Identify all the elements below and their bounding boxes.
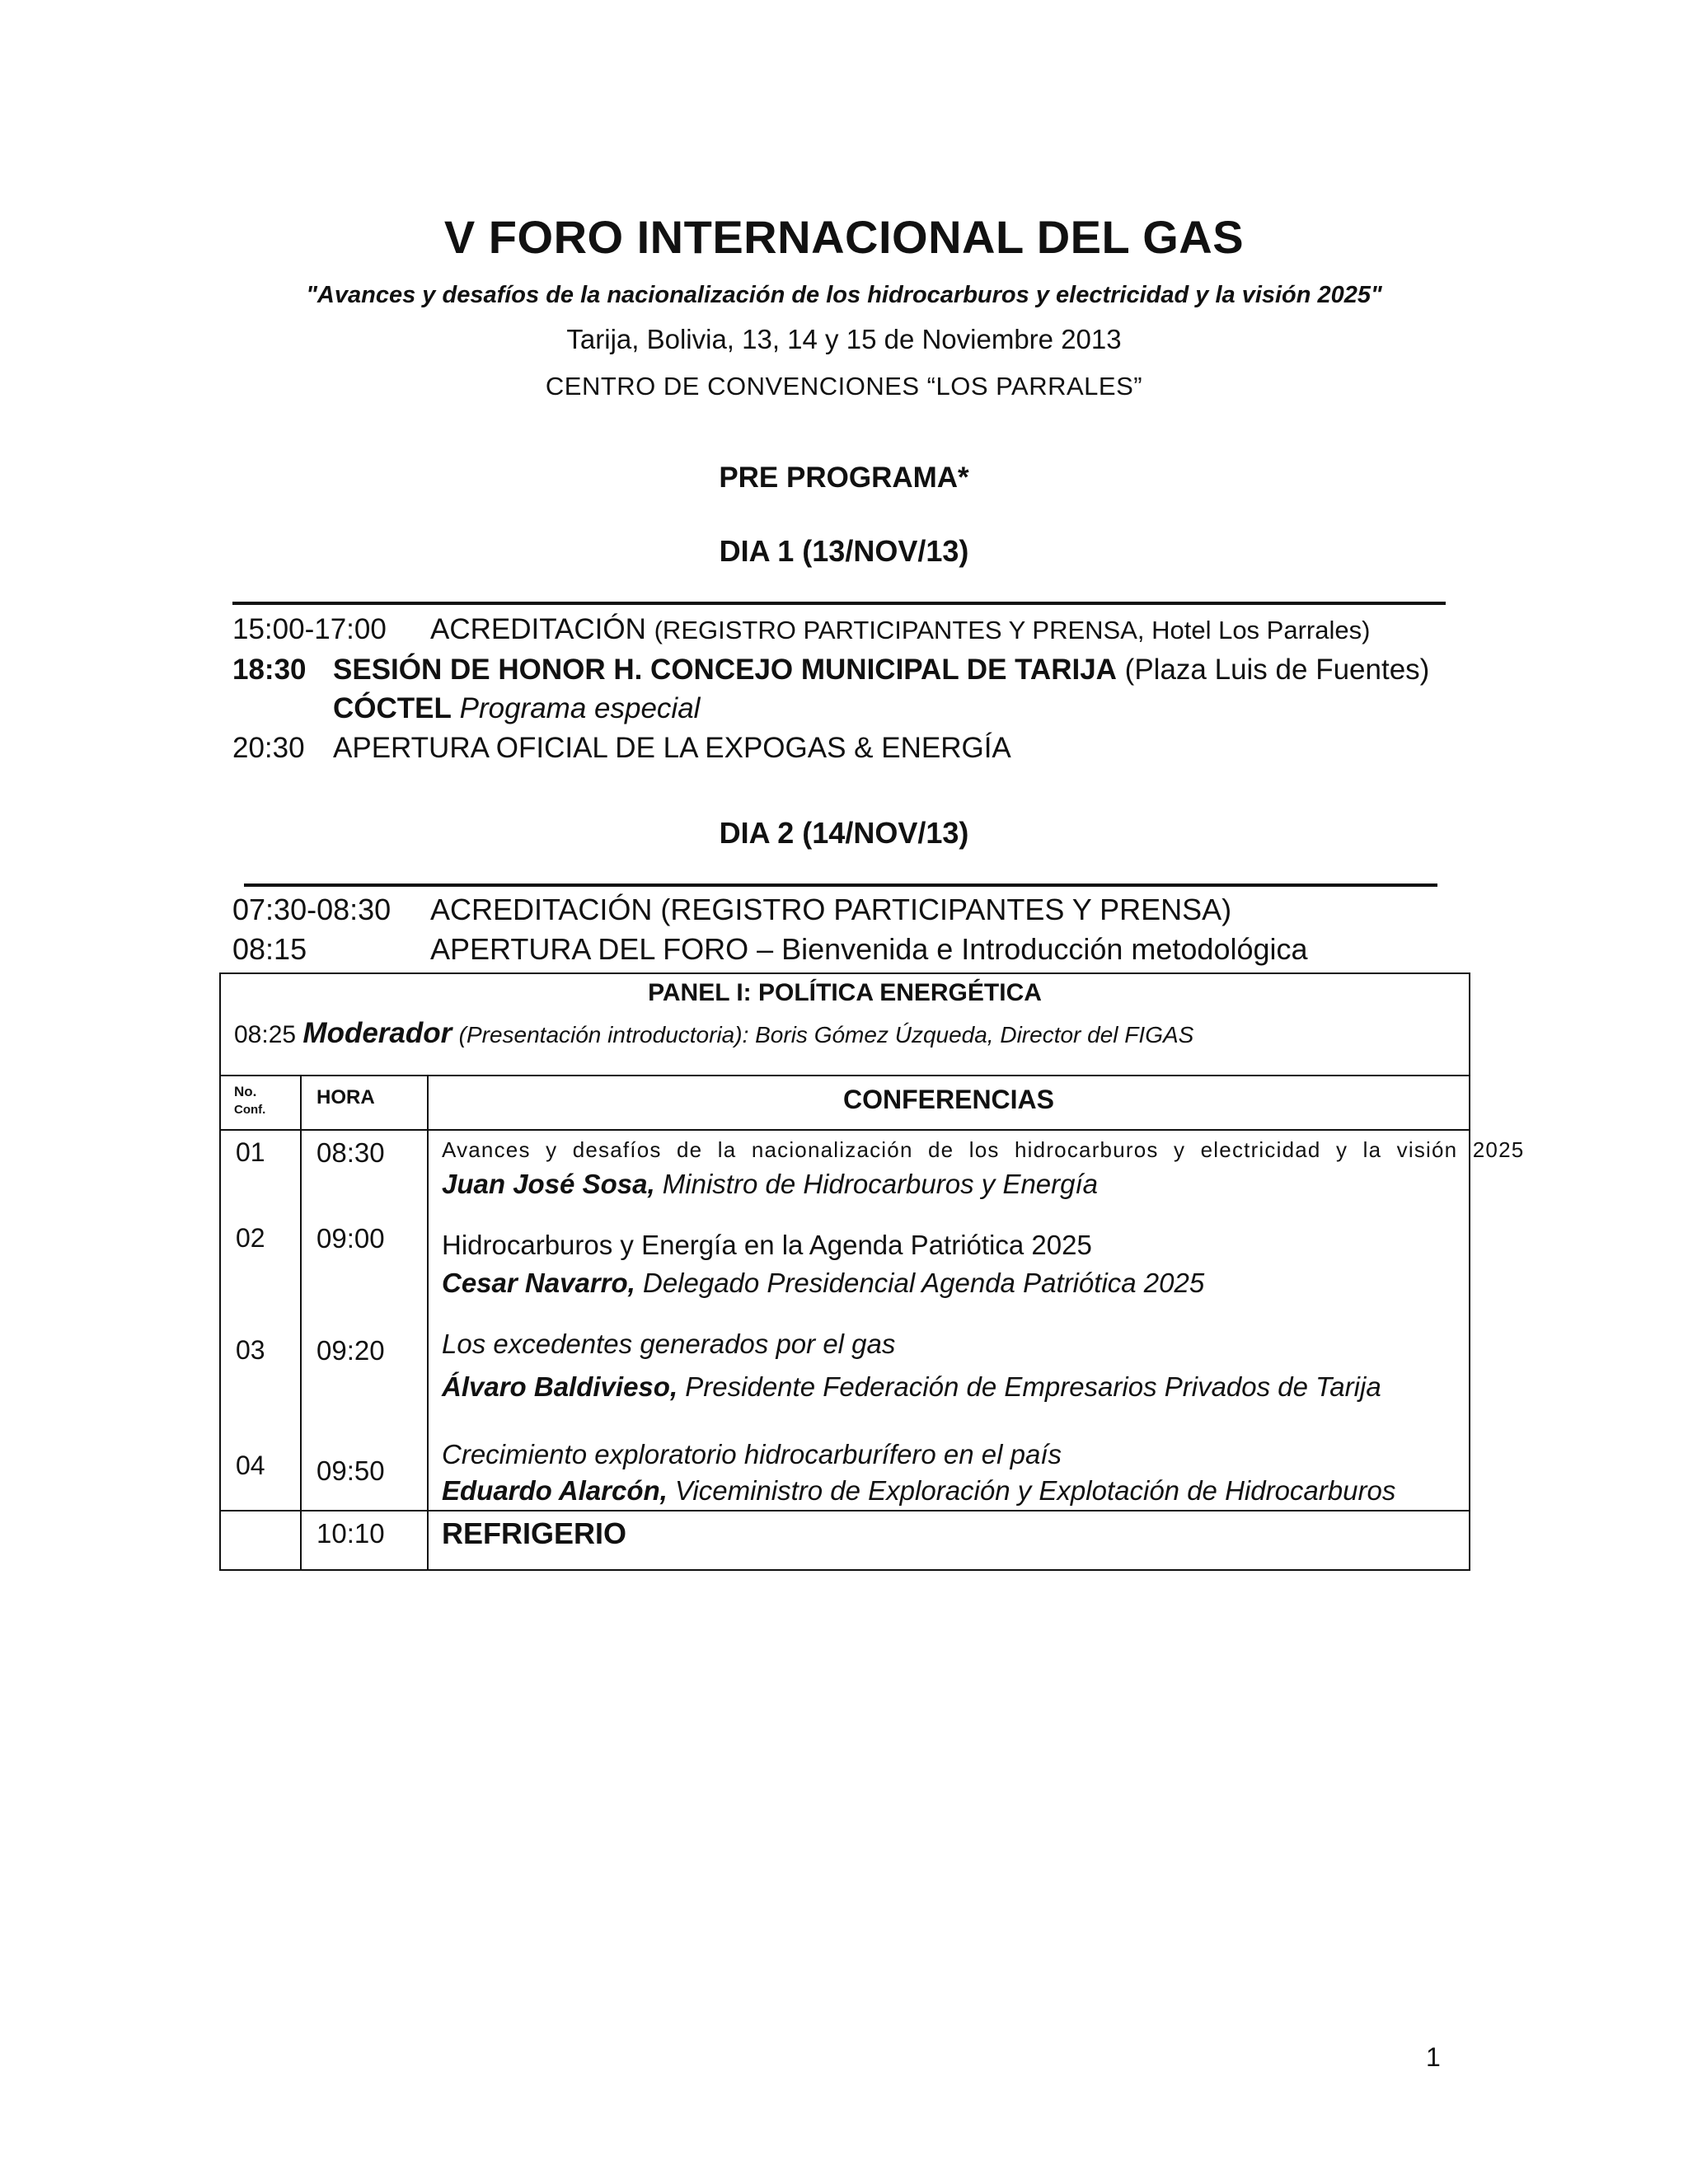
speaker-role: Viceministro de Exploración y Explotación de Hidrocarburos — [675, 1475, 1396, 1506]
speaker-name: Álvaro Baldivieso, — [442, 1371, 678, 1402]
conference-speaker — [442, 1169, 1098, 1200]
day1-item — [232, 654, 1429, 687]
conference-number: 03 — [236, 1335, 265, 1365]
preprogram-heading: PRE PROGRAMA* — [719, 462, 969, 494]
conference-speaker — [442, 1268, 1204, 1299]
day2-heading: DIA 2 (14/NOV/13) — [719, 816, 969, 850]
conference-speaker — [442, 1475, 1395, 1507]
conference-time: 09:00 — [316, 1223, 385, 1254]
item-time: 18:30 — [232, 654, 307, 686]
item-detail: (Plaza Luis de Fuentes) — [1124, 654, 1430, 686]
item-time: 20:30 — [232, 732, 305, 764]
speaker-name: Cesar Navarro, — [442, 1268, 635, 1298]
conference-number: 02 — [236, 1223, 265, 1253]
column-header-conferencias: CONFERENCIAS — [428, 1076, 1470, 1130]
day2-divider — [244, 883, 1437, 887]
conference-number: 04 — [236, 1451, 265, 1480]
item-time: 15:00-17:00 — [232, 613, 387, 645]
speaker-name: Juan José Sosa, — [442, 1169, 655, 1199]
conference-details-cell — [428, 1130, 1525, 1511]
conference-title: Los excedentes generados por el gas — [442, 1329, 896, 1359]
conference-speaker — [442, 1371, 1381, 1403]
day1-item — [333, 692, 700, 725]
moderator-detail: (Presentación introductoria): Boris Gómez Úzqueda, Director del FIGAS — [458, 1022, 1194, 1047]
conference-title: Crecimiento exploratorio hidrocarburífero en el país — [442, 1439, 1062, 1469]
document-subtitle: "Avances y desafíos de la nacionalización de los hidrocarburos y electricidad y la visión 2025" — [306, 282, 1382, 308]
conference-time: 08:30 — [316, 1137, 385, 1168]
moderator-label: Moderador — [302, 1017, 452, 1049]
day2-item — [232, 932, 1308, 967]
day1-item — [232, 732, 1011, 765]
break-no-cell — [220, 1511, 301, 1570]
speaker-role: Ministro de Hidrocarburos y Energía — [662, 1169, 1099, 1199]
page-number: 1 — [1426, 2042, 1441, 2072]
item-detail: Programa especial — [459, 692, 701, 724]
speaker-name: Eduardo Alarcón, — [442, 1475, 668, 1506]
day1-item — [232, 613, 1370, 646]
conference-time: 09:50 — [316, 1455, 385, 1486]
item-label: ACREDITACIÓN — [430, 613, 646, 645]
conference-times-cell — [301, 1130, 428, 1511]
item-detail: (REGISTRO PARTICIPANTES Y PRENSA, Hotel Los Parrales) — [654, 616, 1371, 644]
moderator-line — [234, 1017, 1456, 1050]
item-label: SESIÓN DE HONOR H. CONCEJO MUNICIPAL DE TARIJA — [333, 654, 1117, 686]
conference-numbers-cell — [220, 1130, 301, 1511]
conference-number: 01 — [236, 1137, 265, 1167]
speaker-role: Presidente Federación de Empresarios Privados de Tarija — [685, 1371, 1381, 1402]
speaker-role: Delegado Presidencial Agenda Patriótica 2025 — [642, 1268, 1205, 1298]
item-label: APERTURA OFICIAL DE LA EXPOGAS & ENERGÍA — [333, 732, 1011, 764]
moderator-time: 08:25 — [234, 1021, 297, 1048]
conference-time: 09:20 — [316, 1335, 385, 1366]
break-label: REFRIGERIO — [428, 1511, 1470, 1570]
panel-table — [219, 972, 1525, 1571]
event-place-date: Tarija, Bolivia, 13, 14 y 15 de Noviembre 2013 — [566, 324, 1122, 354]
panel-title: PANEL I: POLÍTICA ENERGÉTICA — [648, 979, 1042, 1006]
day2-item — [232, 893, 1231, 927]
column-header-no-line1: No. — [234, 1084, 257, 1099]
item-label: CÓCTEL — [333, 692, 452, 724]
break-time: 10:10 — [301, 1511, 428, 1570]
document-title: V FORO INTERNACIONAL DEL GAS — [443, 211, 1245, 263]
item-label: ACREDITACIÓN (REGISTRO PARTICIPANTES Y PRENSA) — [430, 893, 1232, 926]
column-header-no — [220, 1076, 301, 1130]
conference-title: Avances y desafíos de la nacionalización de los hidrocarburos y electricidad y la visión 2025 — [442, 1137, 1525, 1162]
column-header-no-line2: Conf. — [234, 1103, 266, 1117]
item-time: 08:15 — [232, 932, 307, 966]
event-venue: CENTRO DE CONVENCIONES “LOS PARRALES” — [545, 372, 1143, 401]
day1-divider — [232, 602, 1446, 605]
panel-header-cell — [220, 973, 1470, 1076]
column-header-hora: HORA — [301, 1076, 428, 1130]
item-label: APERTURA DEL FORO – Bienvenida e Introducción metodológica — [430, 932, 1308, 966]
day1-heading: DIA 1 (13/NOV/13) — [719, 534, 969, 568]
conference-title: Hidrocarburos y Energía en la Agenda Patriótica 2025 — [442, 1230, 1092, 1260]
item-time: 07:30-08:30 — [232, 893, 392, 926]
